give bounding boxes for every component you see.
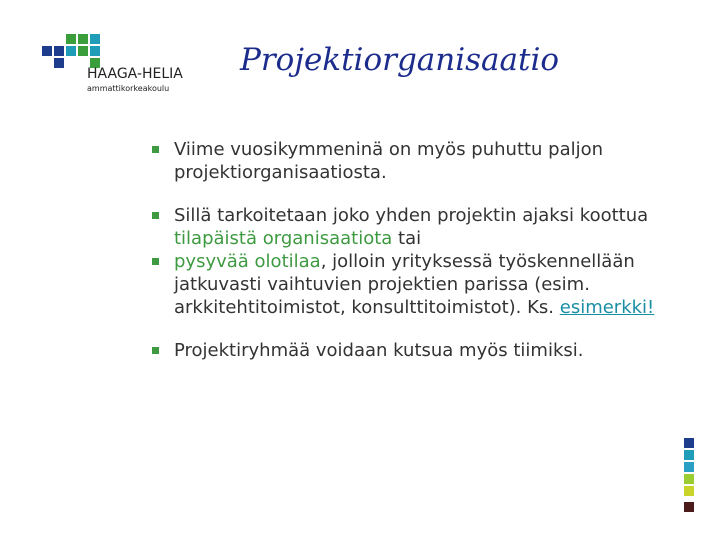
haaga-helia-logo (40, 32, 200, 94)
bullet-square-icon (152, 258, 159, 265)
bullet-text: Projektiryhmää voidaan kutsua myös tiimiksi. (174, 340, 584, 361)
bullet-text: , jolloin yrityksessä työskennellään jatkuvasti vaihtuvien projektien parissa (esim. arkkitehtitoimistot, konsulttitoimistot). Ks. (174, 251, 635, 318)
logo-subtitle: ammattikorkeakoulu (87, 84, 170, 93)
bullet-item (148, 250, 678, 319)
bullet-text: tai (392, 228, 422, 249)
bullet-square-icon (152, 146, 159, 153)
example-link[interactable]: esimerkki! (559, 297, 655, 318)
slide-title: Projektiorganisaatio (240, 42, 560, 78)
bullet-text: Viime vuosikymmeninä on myös puhuttu paljon projektiorganisaatiosta. (174, 139, 604, 183)
bullet-item (148, 138, 678, 184)
bullet-square-icon (152, 212, 159, 219)
bullet-square-icon (152, 347, 159, 354)
bullet-item (148, 204, 678, 250)
bullet-list (148, 138, 678, 362)
logo-name: HAAGA-HELIA (87, 66, 183, 82)
decorative-side-squares-icon (684, 438, 694, 514)
highlighted-term: pysyvää olotilaa (174, 251, 321, 272)
bullet-item (148, 339, 678, 362)
highlighted-term: tilapäistä organisaatiota (174, 228, 393, 249)
bullet-text: Sillä tarkoitetaan joko yhden projektin ajaksi koottua (174, 205, 649, 226)
logo-squares-icon (40, 32, 102, 70)
